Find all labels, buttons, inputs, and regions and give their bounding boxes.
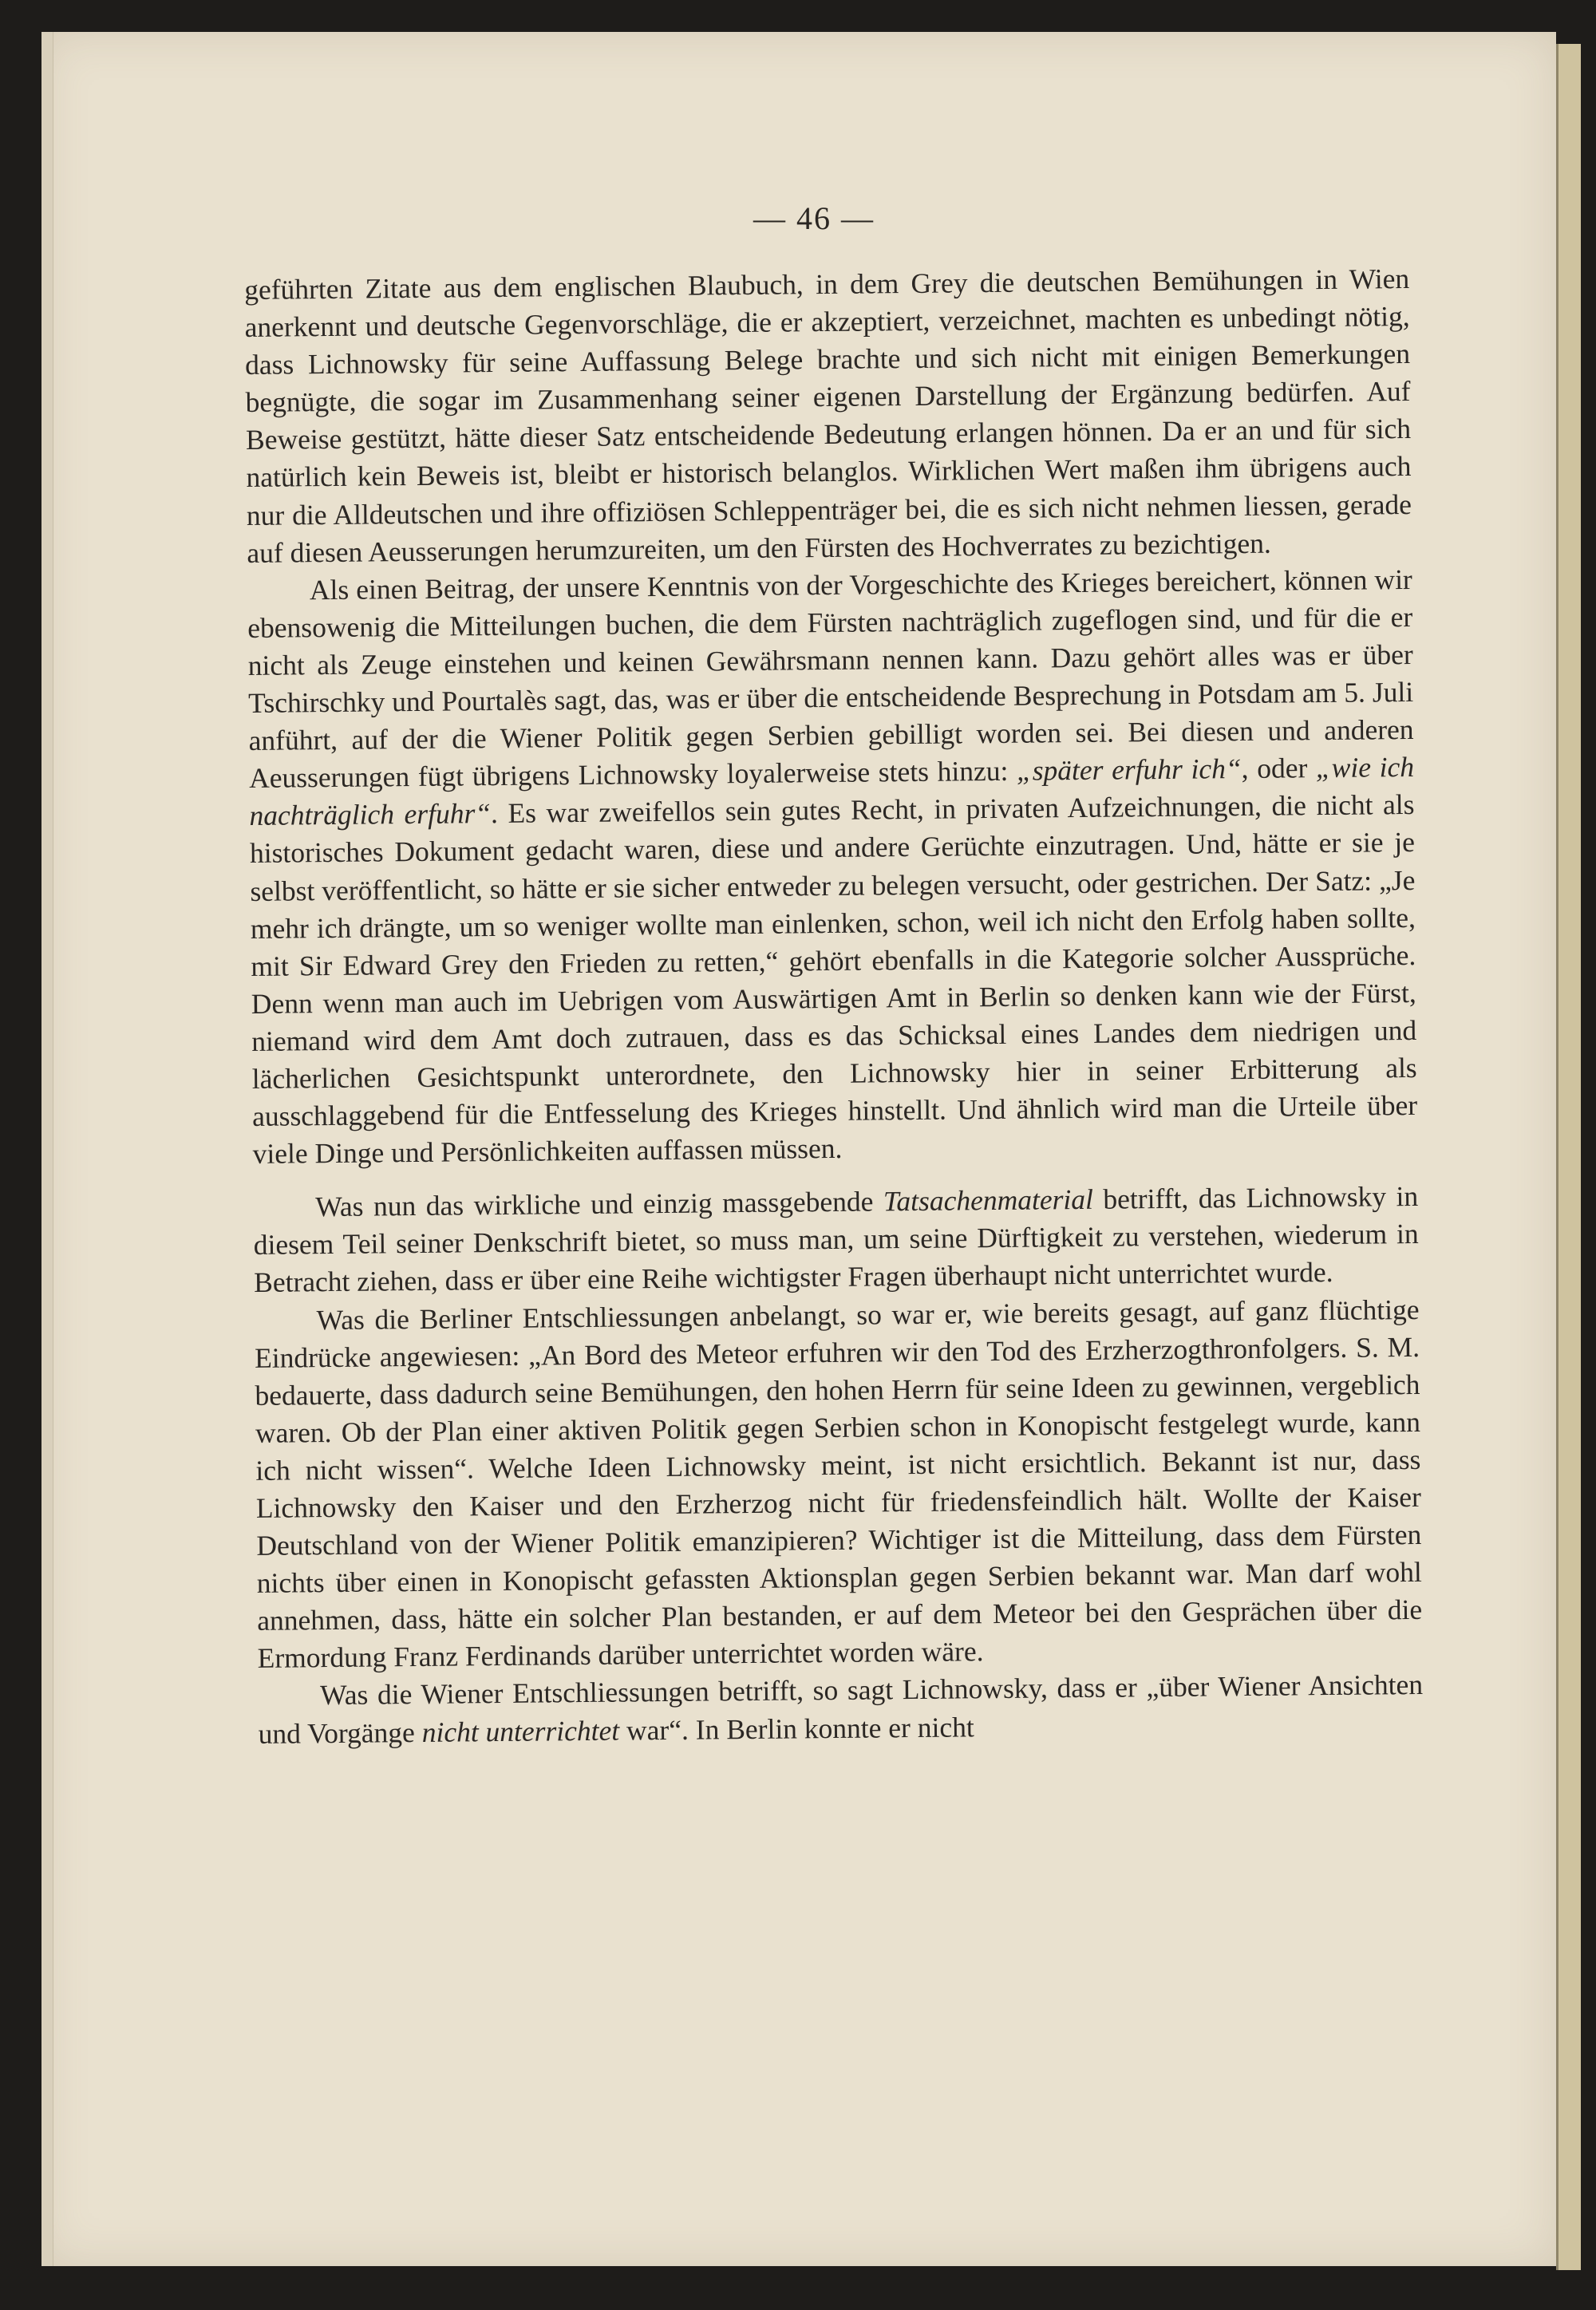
paragraph-1 bbox=[244, 260, 1412, 572]
page-gutter-edge bbox=[41, 32, 53, 2266]
text-segment: betrifft, das Lichnowsky in diesem Teil seiner Denkschrift bietet, so muss man, um seine Dürftigkeit zu verstehen, wiederum in Betracht ziehen, dass er über eine Reihe wichtigster Fragen überhaupt nicht unterrichtet wurde. bbox=[253, 1180, 1419, 1299]
text-segment: Was die Wiener Entschliessungen betrifft, so sagt Lichnowsky, dass er „über Wiener Ansichten und Vorgänge bbox=[258, 1668, 1424, 1750]
text-segment: Was nun das wirkliche und einzig massgebende bbox=[315, 1185, 884, 1223]
emphasized-text: „später erfuhr ich“ bbox=[1016, 752, 1242, 787]
emphasized-text: nicht unterrichtet bbox=[421, 1714, 620, 1748]
text-segment: . Es war zweifellos sein gutes Recht, in privaten Aufzeichnungen, die nicht als historisches Dokument gedacht waren, diese und andere Gerüchte einzutragen. Und, hätte er sie je selbst veröffentlicht, so hätte er sie sicher entweder zu belegen versucht, oder gestrichen. Der Satz: „Je mehr ich drängte, um so weniger wollte man einlenken, schon, weil ich nicht den Erfolg haben sollte, mit Sir Edward Grey den Frieden zu retten,“ gehört ebenfalls in die Kategorie solcher Aussprüche. Denn wenn man auch im Uebrigen vom Auswärtigen Amt in Berlin so denken kann wie der Fürst, niemand wird dem Amt doch zutrauen, dass es das Schicksal eines Landes dem niedrigen und lächerlichen Gesichtspunkt unterordnete, den Lichnowsky hier in seiner Erbitterung als ausschlaggebend für die Entfesselung des Krieges hinstellt. Und ähnlich wird man die Urteile über viele Dinge und Persönlichkeiten auffassen müssen. bbox=[249, 788, 1418, 1171]
next-page-edge bbox=[1556, 44, 1581, 2270]
paragraph-2 bbox=[247, 561, 1418, 1173]
text-segment: , oder bbox=[1241, 752, 1317, 785]
paragraph-4 bbox=[254, 1290, 1422, 1677]
page-number: — 46 — bbox=[753, 200, 875, 236]
paragraph-3 bbox=[253, 1178, 1419, 1301]
emphasized-text: Tatsachenmaterial bbox=[883, 1183, 1094, 1218]
text-segment: war“. In Berlin konnte er nicht bbox=[618, 1710, 974, 1747]
text-segment: Was die Berliner Entschliessungen anbelangt, so war er, wie bereits gesagt, auf ganz flüchtige Eindrücke angewiesen: „An Bord des Meteor erfuhren wir den Tod des Erzherzogthronfolgers. S. M. bedauerte, dass dadurch seine Bemühungen, den hohen Herrn für seine Ideen zu gewinnen, vergeblich waren. Ob der Plan einer aktiven Politik gegen Serbien schon in Konopischt festgelegt wurde, kann ich nicht wissen“. Welche Ideen Lichnowsky meint, ist nicht ersichtlich. Bekannt ist nur, dass Lichnowsky den Kaiser und den Erzherzog nicht für friedensfeindlich hält. Wollte der Kaiser Deutschland von der Wiener Politik emanzipieren? Wichtiger ist die Mitteilung, dass dem Fürsten nichts über einen in Konopischt gefassten Aktionsplan gegen Serbien bekannt war. Man darf wohl annehmen, dass, hätte ein solcher Plan bestanden, er auf dem Meteor bei den Gesprächen über die Ermordung Franz Ferdinands darüber unterrichtet worden wäre. bbox=[254, 1293, 1423, 1675]
text-segment: geführten Zitate aus dem englischen Blaubuch, in dem Grey die deutschen Bemühungen in Wien anerkennt und deutsche Gegenvorschläge, die er akzeptiert, verzeichnet, machten es unbedingt nötig, dass Lichnowsky für seine Auffassung Belege brachte und sich nicht mit einigen Bemerkungen begnügte, die sogar im Zusammenhang seiner eigenen Darstellung der Ergänzung bedürfen. Auf Beweise gestützt, hätte dieser Satz entscheidende Bedeutung erlangen hönnen. Da er an und für sich natürlich kein Beweis ist, bleibt er historisch belanglos. Wirklichen Wert maßen ihm übrigens auch nur die Alldeutschen und ihre offiziösen Schleppenträger bei, die es sich nicht nehmen liessen, gerade auf diesen Aeusserungen herumzureiten, um den Fürsten des Hochverrates zu bezichtigen. bbox=[244, 262, 1412, 569]
body-text bbox=[244, 260, 1424, 1753]
emphasized-text: „wie ich nachträglich erfuhr“ bbox=[249, 751, 1415, 832]
text-segment: Als einen Beitrag, der unsere Kenntnis von der Vorgeschichte des Krieges bereichert, können wir ebensowenig die Mitteilungen buchen, die dem Fürsten nachträglich zugeflogen sind, und für die er nicht als Zeuge einstehen und keinen Gewährsmann nennen kann. Dazu gehört alles was er über Tschirschky und Pourtalès sagt, das, was er über die entscheidende Besprechung in Potsdam am 5. Juli anführt, auf der die Wiener Politik gegen Serbien gebilligt worden sei. Bei diesen und anderen Aeusserungen fügt übrigens Lichnowsky loyalerweise stets hinzu: bbox=[247, 563, 1414, 795]
paragraph-5 bbox=[258, 1666, 1424, 1752]
